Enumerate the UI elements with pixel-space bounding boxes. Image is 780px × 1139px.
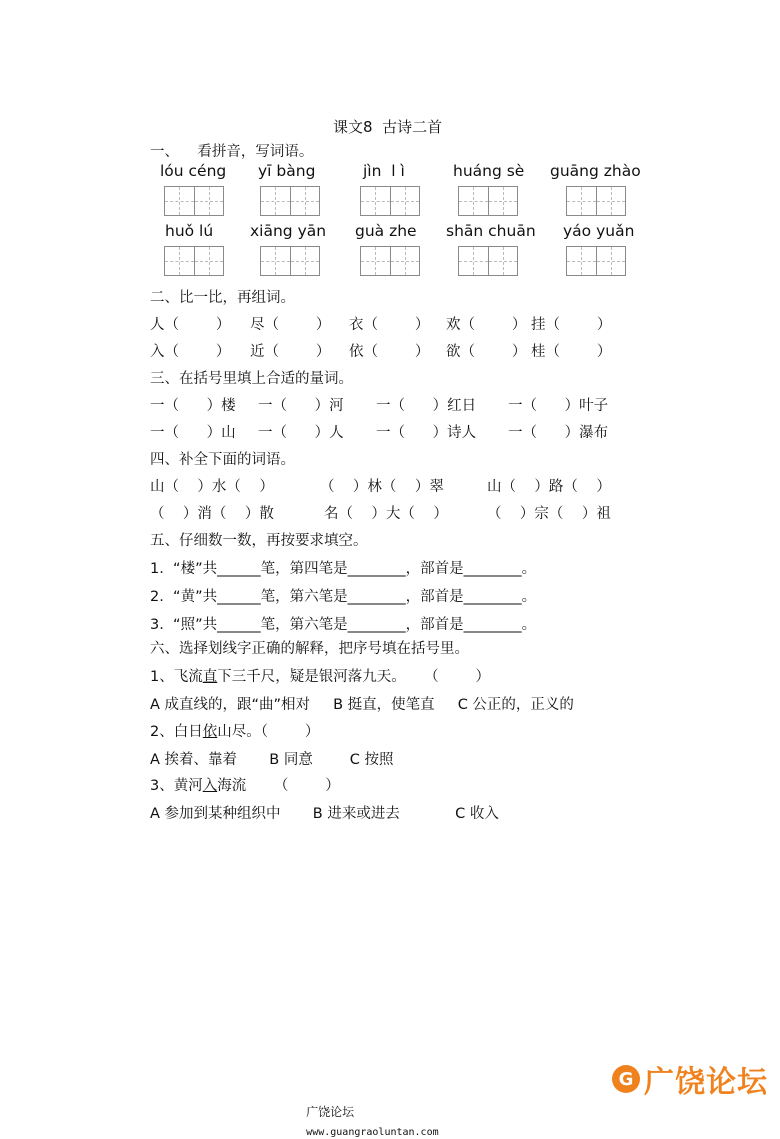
section-4-heading: 四、补全下面的词语。	[150, 452, 295, 468]
writing-grid[interactable]	[458, 186, 518, 216]
stroke-count-line: 2. “黄”共______笔，第六笔是________，部首是________。	[150, 589, 537, 605]
writing-grid[interactable]	[164, 186, 224, 216]
underlined-char: 入	[202, 778, 218, 794]
word-completion-item: （ ）宗（ ）祖	[487, 506, 611, 522]
question-1: 1、飞流直下三千尺，疑是银河落九天。 （ ）	[150, 669, 491, 685]
compare-item: 尽（ ）	[250, 317, 331, 333]
compare-item: 依（ ）	[349, 344, 430, 360]
pinyin-lou-ceng: lóu céng	[160, 162, 227, 180]
pinyin-huo-lu: huǒ lú	[165, 222, 214, 240]
compare-item: 入（ ）	[150, 344, 231, 360]
underlined-char: 直	[202, 669, 218, 685]
pinyin-yi-bang: yī bàng	[258, 162, 316, 180]
writing-grid[interactable]	[260, 246, 320, 276]
footer	[296, 1082, 439, 1139]
compare-item: 欢（ ）	[446, 317, 527, 333]
site-logo	[612, 1057, 768, 1101]
pinyin-jin-li: jìn l ì	[363, 162, 405, 180]
writing-grid[interactable]	[360, 246, 420, 276]
measure-word-item: 一（ ）山	[150, 425, 236, 441]
measure-word-item: 一（ ）楼	[150, 398, 236, 414]
writing-grid[interactable]	[566, 246, 626, 276]
section-6-heading: 六、选择划线字正确的解释，把序号填在括号里。	[150, 641, 469, 657]
footer-url: www.guangraoluntan.com	[306, 1127, 439, 1138]
measure-word-item: 一（ ）叶子	[508, 398, 609, 414]
question-2-options: A 挨着、靠着 B 同意 C 按照	[150, 752, 394, 768]
word-completion-item: 山（ ）路（ ）	[487, 479, 611, 495]
writing-grid[interactable]	[360, 186, 420, 216]
pinyin-huang-se: huáng sè	[453, 162, 525, 180]
logo-mark-icon: G	[612, 1065, 640, 1093]
pinyin-guang-zhao: guāng zhào	[550, 162, 641, 180]
stroke-count-line: 3. “照”共______笔，第六笔是________，部首是________。	[150, 617, 537, 633]
footer-site: 广饶论坛	[306, 1105, 355, 1119]
measure-word-item: 一（ ）红日	[376, 398, 477, 414]
compare-item: 欲（ ）	[446, 344, 527, 360]
logo-text: 广饶论坛	[644, 1065, 768, 1100]
section-1-heading: 一、 看拼音，写词语。	[150, 144, 314, 160]
question-3: 3、黄河入海流 （ ）	[150, 778, 340, 794]
section-2-heading: 二、比一比，再组词。	[150, 290, 295, 306]
compare-item: 人（ ）	[150, 317, 231, 333]
word-completion-item: 名（ ）大（ ）	[324, 506, 448, 522]
question-1-options: A 成直线的，跟“曲”相对 B 挺直，使笔直 C 公正的，正义的	[150, 697, 574, 713]
writing-grid[interactable]	[260, 186, 320, 216]
pinyin-xiang-yan: xiāng yān	[250, 222, 327, 240]
compare-item: 挂（ ）	[531, 317, 612, 333]
pinyin-yao-yuan: yáo yuǎn	[563, 222, 635, 240]
section-3-heading: 三、在括号里填上合适的量词。	[150, 371, 353, 387]
measure-word-item: 一（ ）诗人	[376, 425, 477, 441]
measure-word-item: 一（ ）瀑布	[508, 425, 609, 441]
compare-item: 近（ ）	[250, 344, 331, 360]
measure-word-item: 一（ ）人	[258, 425, 344, 441]
pinyin-shan-chuan: shān chuān	[446, 222, 536, 240]
writing-grid[interactable]	[458, 246, 518, 276]
page-title: 课文8 古诗二首	[333, 118, 443, 136]
writing-grid[interactable]	[566, 186, 626, 216]
section-5-heading: 五、仔细数一数，再按要求填空。	[150, 533, 368, 549]
word-completion-item: （ ）林（ ）翠	[320, 479, 444, 495]
compare-item: 衣（ ）	[349, 317, 430, 333]
writing-grid[interactable]	[164, 246, 224, 276]
question-2: 2、白日依山尽。（ ）	[150, 724, 320, 740]
word-completion-item: 山（ ）水（ ）	[150, 479, 274, 495]
pinyin-gua-zhe: guà zhe	[355, 222, 417, 240]
underlined-char: 依	[202, 724, 218, 740]
question-3-options: A 参加到某种组织中 B 进来或进去 C 收入	[150, 806, 499, 822]
compare-item: 桂（ ）	[531, 344, 612, 360]
stroke-count-line: 1. “楼”共______笔，第四笔是________，部首是________。	[150, 561, 537, 577]
measure-word-item: 一（ ）河	[258, 398, 344, 414]
word-completion-item: （ ）消（ ）散	[150, 506, 274, 522]
